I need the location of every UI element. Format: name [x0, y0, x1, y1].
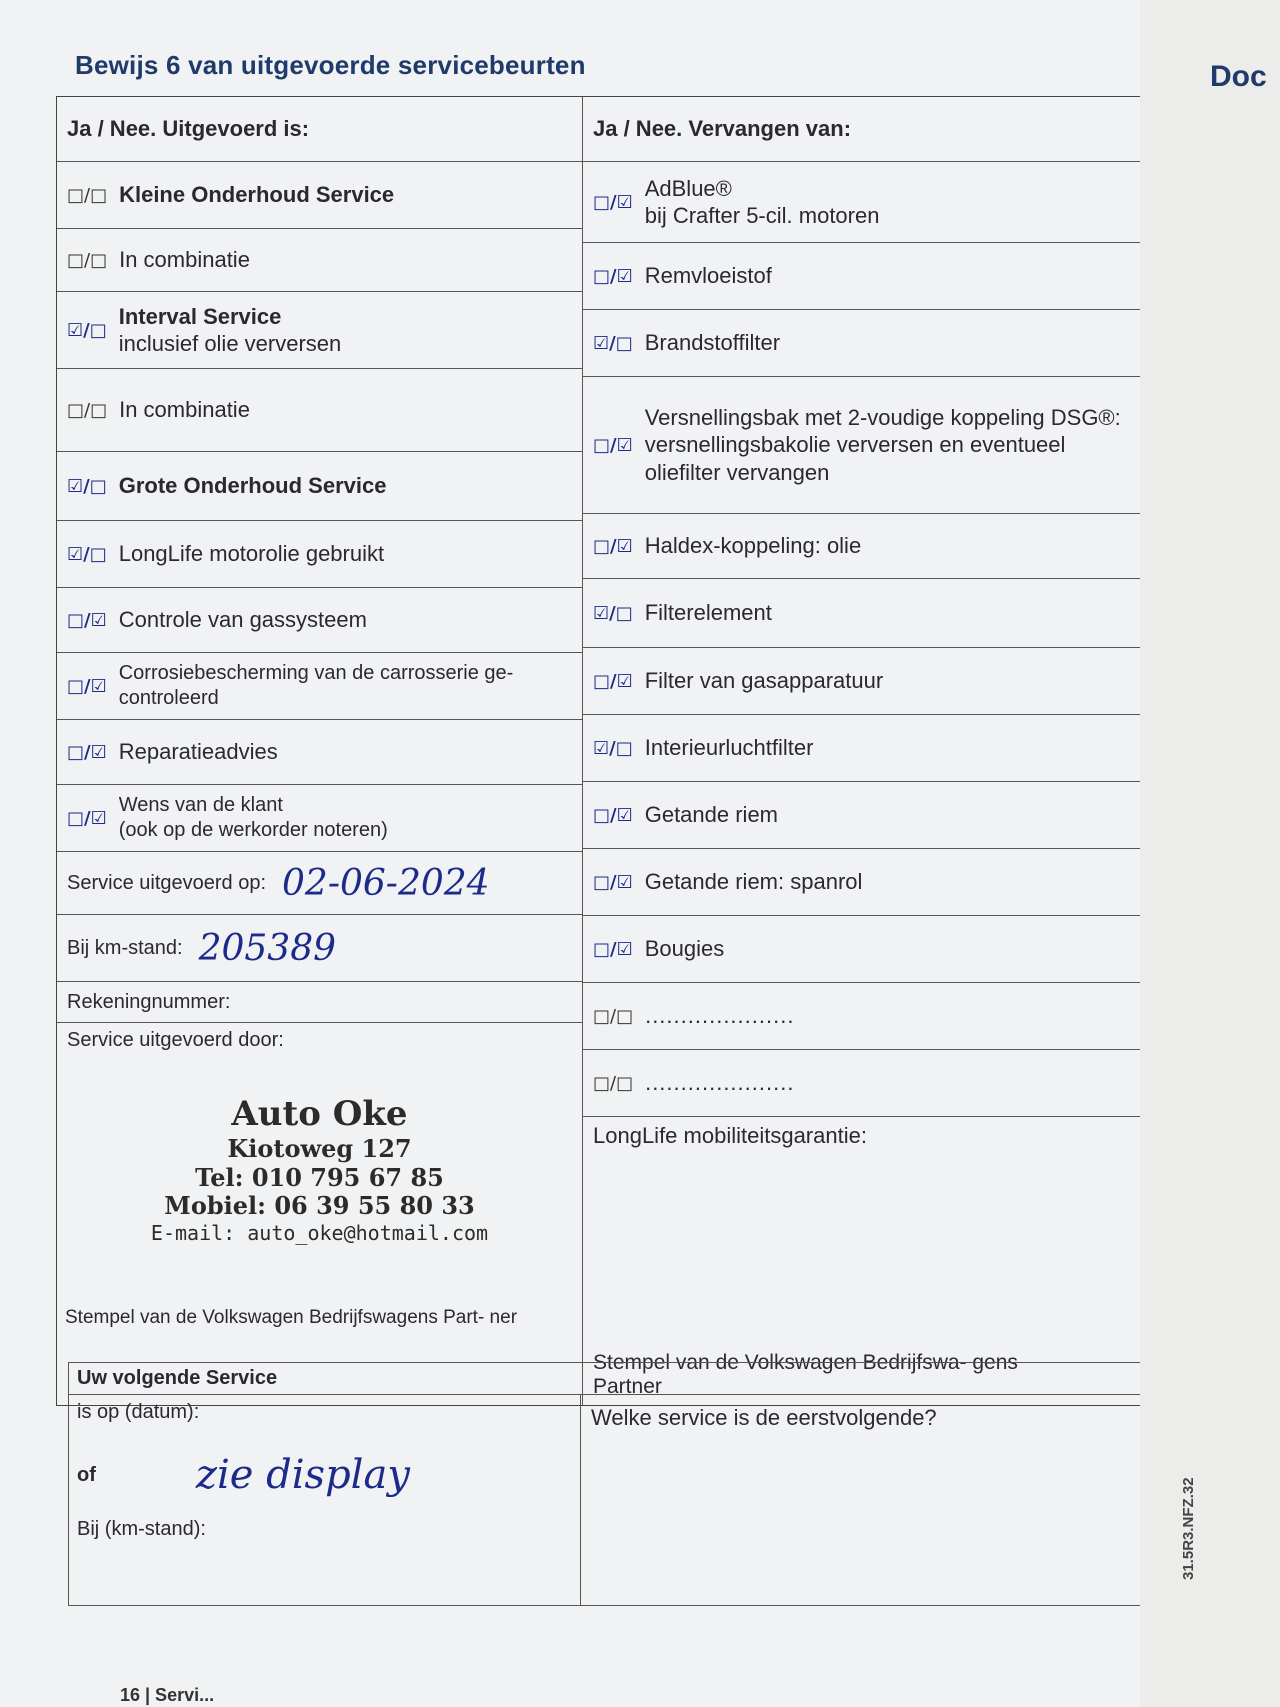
checkbox-pair[interactable]: ☑/□ [593, 737, 633, 759]
km-label: Bij km-stand: [67, 936, 183, 959]
stamp-label-right: Stempel van de Volkswagen Bedrijfswa- gens Partner [593, 1351, 1018, 1398]
item-label: Kleine Onderhoud Service [119, 182, 395, 207]
item-sublabel: versnellingsbakolie verversen en eventueel oliefilter vervangen [644, 432, 1066, 485]
checkbox-pair[interactable]: □/☑ [67, 741, 107, 763]
right-item [583, 648, 1143, 715]
left-item [57, 588, 582, 653]
item-label: Grote Onderhoud Service [118, 473, 387, 498]
item-label: Versnellingsbak met 2-voudige koppeling DSG®: [644, 404, 1121, 430]
item-label: Reparatieadvies [118, 739, 278, 764]
service-date-row [57, 852, 582, 915]
next-service-heading: Uw volgende Service [69, 1363, 1147, 1395]
checkbox-pair[interactable]: ☑/□ [593, 332, 633, 354]
item-label: Corrosiebescherming van de carrosserie ge- [118, 662, 514, 684]
item-label: Bougies [644, 936, 725, 961]
right-item [583, 162, 1143, 243]
left-item [57, 653, 582, 720]
blank-line[interactable]: ..................... [645, 1003, 795, 1028]
next-handwritten[interactable]: zie display [195, 1452, 410, 1498]
left-item [57, 720, 582, 785]
stamp-tel: Tel: 010 795 67 85 [195, 1162, 444, 1192]
stamp-mobile: Mobiel: 06 39 55 80 33 [164, 1191, 475, 1221]
checkbox-pair[interactable]: □/☑ [67, 675, 107, 697]
stamp-street: Kiotoweg 127 [227, 1133, 412, 1163]
checkbox-pair[interactable]: ☑/□ [67, 475, 107, 497]
right-item [583, 377, 1143, 514]
done-by-cell [57, 1023, 582, 1335]
page-title: Bewijs 6 van uitgevoerde servicebeurten [75, 50, 586, 80]
checkbox-pair[interactable]: ☑/□ [67, 543, 107, 565]
next-date-label: is op (datum): [77, 1401, 200, 1423]
service-table [56, 96, 1144, 1406]
item-label: Getande riem: spanrol [644, 869, 863, 894]
km-row [57, 915, 582, 982]
next-service-box [68, 1362, 1148, 1606]
item-label: Haldex-koppeling: olie [644, 533, 862, 558]
checkbox-pair[interactable]: □/□ [67, 249, 108, 271]
checkbox-pair[interactable]: □/☑ [593, 670, 633, 692]
facing-page-title: Doc [1210, 60, 1267, 93]
checkbox-pair[interactable]: □/☑ [67, 609, 107, 631]
checkbox-pair[interactable]: □/□ [593, 1072, 634, 1094]
right-item [583, 782, 1143, 849]
page-footer: 16 | Servi... [120, 1685, 215, 1705]
item-label: In combinatie [119, 397, 250, 422]
item-sublabel: bij Crafter 5-cil. motoren [644, 203, 880, 228]
checkbox-pair[interactable]: □/□ [67, 399, 108, 421]
item-label: Getande riem [644, 802, 779, 827]
km-value[interactable]: 205389 [198, 927, 337, 969]
stamp-label-left: Stempel van de Volkswagen Bedrijfswagens Part- ner [65, 1307, 518, 1328]
account-label: Rekeningnummer: [67, 990, 231, 1013]
left-item [57, 162, 582, 229]
document-code: 31.5R3.NFZ.32 [1180, 1477, 1197, 1580]
facing-page [1140, 0, 1280, 1707]
item-label: AdBlue® [644, 175, 732, 201]
header-right: Ja / Nee. Vervangen van: [593, 116, 852, 141]
item-label: Interieurluchtfilter [644, 735, 814, 760]
checkbox-pair[interactable]: □/☑ [593, 804, 633, 826]
item-label: Wens van de klant [118, 794, 283, 816]
checkbox-pair[interactable]: □/☑ [593, 265, 633, 287]
left-item [57, 452, 582, 521]
checkbox-pair[interactable]: □/☑ [593, 434, 633, 456]
header-left: Ja / Nee. Uitgevoerd is: [57, 97, 583, 161]
next-km-label: Bij (km-stand): [77, 1518, 206, 1540]
right-item [583, 849, 1143, 916]
next-service-question: Welke service is de eerstvolgende? [591, 1405, 937, 1430]
item-sublabel: (ook op de werkorder noteren) [118, 819, 388, 841]
right-item [583, 1050, 1143, 1117]
checkbox-pair[interactable]: □/☑ [593, 535, 633, 557]
account-row [57, 982, 582, 1023]
item-label: Controle van gassysteem [118, 607, 367, 632]
stamp-name: Auto Oke [231, 1094, 408, 1134]
blank-line[interactable]: ..................... [645, 1070, 795, 1095]
item-label: In combinatie [119, 247, 250, 272]
checkbox-pair[interactable]: □/□ [593, 1005, 634, 1027]
right-item [583, 243, 1143, 310]
item-label: Filterelement [644, 600, 772, 625]
left-item [57, 521, 582, 588]
left-item [57, 369, 582, 452]
checkbox-pair[interactable]: □/□ [67, 184, 108, 206]
right-item [583, 514, 1143, 579]
right-item [583, 916, 1143, 983]
done-by-label: Service uitgevoerd door: [67, 1029, 284, 1051]
service-date-value[interactable]: 02-06-2024 [282, 862, 490, 904]
item-sublabel: controleerd [118, 687, 219, 709]
checkbox-pair[interactable]: □/☑ [67, 807, 107, 829]
checkbox-pair[interactable]: □/☑ [593, 871, 633, 893]
left-item [57, 229, 582, 292]
right-item [583, 310, 1143, 377]
item-label: Remvloeistof [644, 263, 772, 288]
checkbox-pair[interactable]: ☑/□ [593, 602, 633, 624]
left-item [57, 785, 582, 852]
item-sublabel: inclusief olie verversen [118, 331, 342, 356]
item-label: Interval Service [118, 303, 282, 329]
next-service-left [69, 1395, 581, 1605]
right-item [583, 579, 1143, 648]
checkbox-pair[interactable]: □/☑ [593, 191, 633, 213]
checkbox-pair[interactable]: ☑/□ [67, 319, 107, 341]
right-item [583, 715, 1143, 782]
service-date-label: Service uitgevoerd op: [67, 871, 267, 894]
item-label: Filter van gasapparatuur [644, 668, 884, 693]
next-or-label: of [77, 1463, 96, 1486]
right-item [583, 983, 1143, 1050]
mobility-label: LongLife mobiliteitsgarantie: [593, 1123, 867, 1148]
dealer-stamp [57, 1094, 582, 1245]
left-item [57, 292, 582, 369]
checkbox-pair[interactable]: □/☑ [593, 938, 633, 960]
item-label: LongLife motorolie gebruikt [118, 541, 385, 566]
item-label: Brandstoffilter [644, 330, 781, 355]
stamp-email: E-mail: auto_oke@hotmail.com [150, 1221, 489, 1246]
